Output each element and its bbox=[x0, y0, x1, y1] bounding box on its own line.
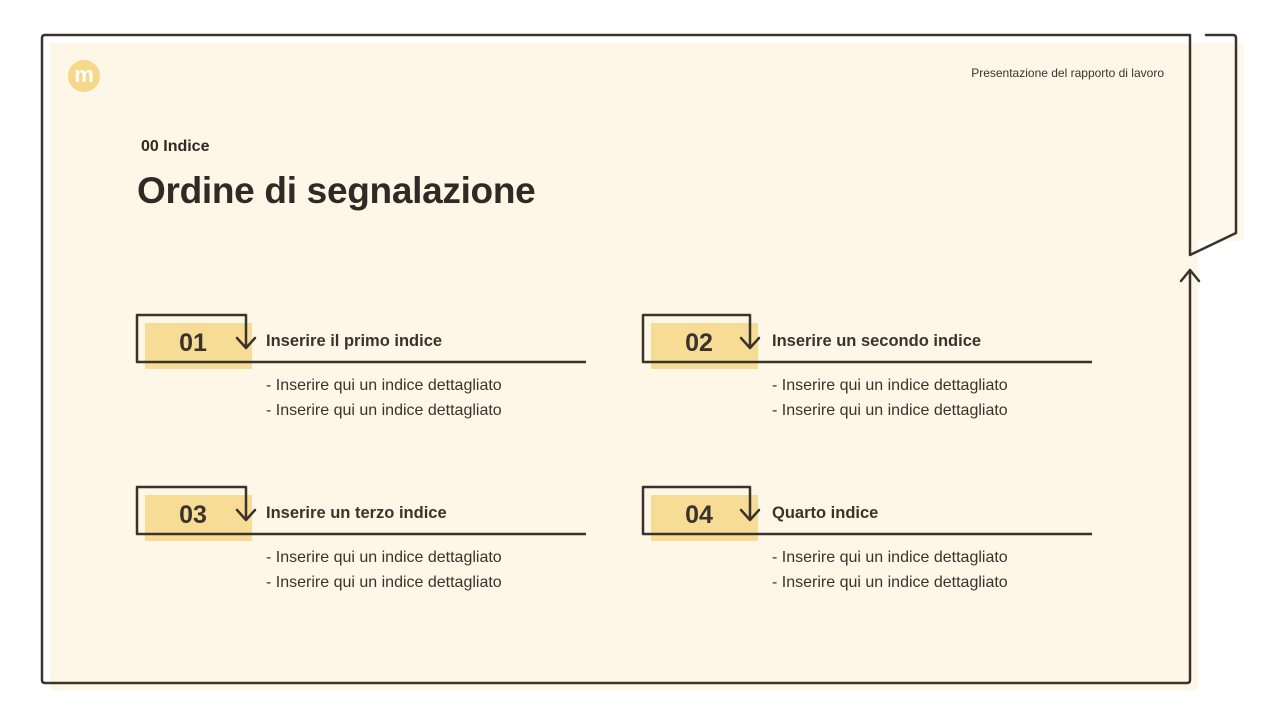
item-number: 01 bbox=[179, 328, 207, 357]
item-detail: - Inserire qui un indice dettagliato bbox=[266, 377, 502, 394]
item-title: Inserire il primo indice bbox=[266, 332, 443, 350]
index-item-04 bbox=[643, 487, 1103, 597]
logo-letter: m bbox=[74, 61, 94, 87]
index-item-01 bbox=[137, 315, 597, 425]
item-detail: - Inserire qui un indice dettagliato bbox=[772, 574, 1008, 591]
index-item-03 bbox=[137, 487, 597, 597]
logo bbox=[68, 60, 100, 92]
page-title: Ordine di segnalazione bbox=[137, 170, 536, 211]
item-title: Inserire un terzo indice bbox=[266, 504, 447, 522]
presentation-title: Presentazione del rapporto di lavoro bbox=[971, 66, 1164, 80]
item-detail: - Inserire qui un indice dettagliato bbox=[772, 549, 1008, 566]
item-detail: - Inserire qui un indice dettagliato bbox=[772, 402, 1008, 419]
item-number: 02 bbox=[685, 328, 713, 357]
item-number: 04 bbox=[685, 500, 713, 529]
item-detail: - Inserire qui un indice dettagliato bbox=[772, 377, 1008, 394]
index-item-02 bbox=[643, 315, 1103, 425]
item-detail: - Inserire qui un indice dettagliato bbox=[266, 574, 502, 591]
section-label: 00 Indice bbox=[141, 138, 210, 155]
item-title: Inserire un secondo indice bbox=[772, 332, 982, 350]
item-number: 03 bbox=[179, 500, 207, 529]
item-detail: - Inserire qui un indice dettagliato bbox=[266, 402, 502, 419]
item-detail: - Inserire qui un indice dettagliato bbox=[266, 549, 502, 566]
item-title: Quarto indice bbox=[772, 504, 879, 522]
